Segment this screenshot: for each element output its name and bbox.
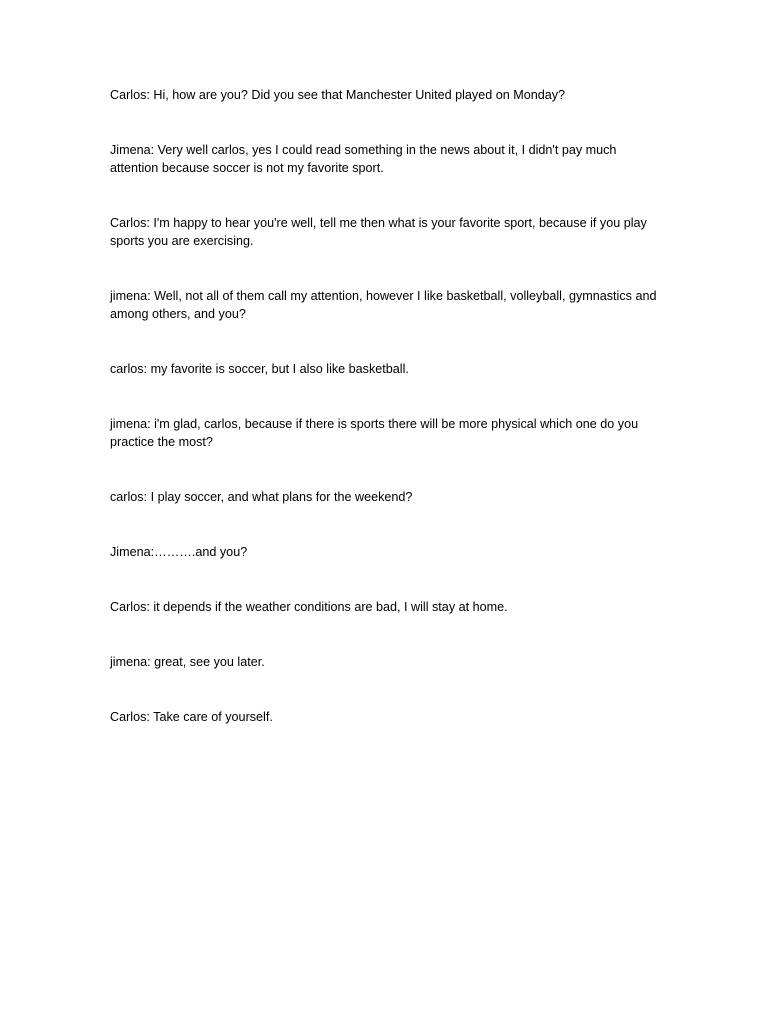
dialogue-line: jimena: great, see you later. [110,655,265,669]
dialogue-line: carlos: I play soccer, and what plans for the weekend? [110,490,413,504]
dialogue-line: Carlos: Hi, how are you? Did you see that Manchester United played on Monday? [110,88,566,102]
dialogue-line: carlos: my favorite is soccer, but I also like basketball. [110,362,409,376]
dialogue-line: Carlos: it depends if the weather conditions are bad, I will stay at home. [110,600,508,614]
dialogue-text [110,86,662,763]
dialogue-line: Carlos: I'm happy to hear you're well, tell me then what is your favorite sport, because if you play sports you are exercising. [110,216,647,248]
dialogue-line: jimena: i'm glad, carlos, because if there is sports there will be more physical which one do you practice the most? [110,417,639,449]
dialogue-line: Jimena: Very well carlos, yes I could read something in the news about it, I didn't pay much attention because soccer is not my favorite sport. [110,143,617,175]
dialogue-line: Jimena:……….and you? [110,545,248,559]
dialogue-line: Carlos: Take care of yourself. [110,710,273,724]
dialogue-line: jimena: Well, not all of them call my attention, however I like basketball, volleyball, gymnastics and among others, and you? [110,289,657,321]
